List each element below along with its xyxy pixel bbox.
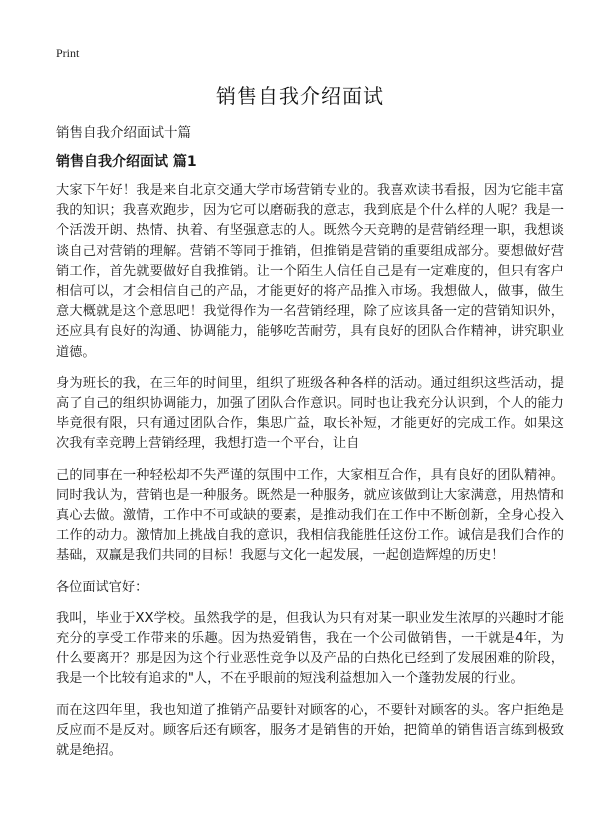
print-link[interactable]: Print	[56, 46, 80, 60]
paragraph-5: 我叫，毕业于XX学校。虽然我学的是，但我认为只有对某一职业发生浓厚的兴趣时才能充分的享受工作带来的乐趣。因为热爱销售，我在一个公司做销售，一干就是4年，为什么要离开？那是因为这个行业恶性竞争以及产品的白热化已经到了发展困难的阶段，我是一个比较有追求的"人，不在乎眼前的短浅利益想加入一个蓬勃发展的行业。	[56, 610, 564, 687]
paragraph-4: 各位面试官好：	[56, 579, 149, 595]
paragraph-1: 大家下午好！我是来自北京交通大学市场营销专业的。我喜欢读书看报，因为它能丰富我的知识；我喜欢跑步，因为它可以磨砺我的意志，我到底是个什么样的人呢？我是一个活泼开朗、热情、执着、有坚强意志的人。既然今天竞聘的是营销经理一职，我想谈谈自己对营销的理解。营销不等同于推销，但推销是营销的重要组成部分。要想做好营销工作，首先就要做好自我推销。让一个陌生人信任自己是有一定难度的，但只有客户相信可以，才会相信自己的产品，才能更好的将产品推入市场。我想做人，做事，做生意大概就是这个意思吧！我觉得作为一名营销经理，除了应该具备一定的营销知识外，还应具有良好的沟通、协调能力，能够吃苦耐劳，具有良好的团队合作精神，讲究职业道德。	[56, 183, 564, 360]
article-body	[56, 181, 564, 772]
section-heading: 销售自我介绍面试 篇1	[56, 154, 197, 170]
paragraph-3: 己的同事在一种轻松却不失严谨的氛围中工作，大家相互合作，具有良好的团队精神。同时我认为，营销也是一种服务。既然是一种服务，就应该做到让大家满意，用热情和真心去做。激情，工作中不可或缺的要素，是推动我们在工作中不断创新，全身心投入工作的动力。激情加上挑战自我的意识，我相信我能胜任这份工作。诚信是我们合作的基础，双赢是我们共同的目标！我愿与文化一起发展，一起创造辉煌的历史！	[56, 467, 564, 564]
paragraph-2: 身为班长的我，在三年的时间里，组织了班级各种各样的活动。通过组织这些活动，提高了自己的组织协调能力，加强了团队合作意识。同时也让我充分认识到，个人的能力毕竟很有限，只有通过团队合作，集思广益，取长补短，才能更好的完成工作。如果这次我有幸竞聘上营销经理，我想打造一个平台，让自	[56, 375, 564, 452]
paragraph-6: 而在这四年里，我也知道了推销产品要针对顾客的心，不要针对顾客的头。客户拒绝是反应而不是反对。顾客后还有顾客，服务才是销售的开始，把简单的销售语言练到极致就是绝招。	[56, 702, 564, 759]
page-title: 销售自我介绍面试	[216, 84, 384, 108]
document-subtitle: 销售自我介绍面试十篇	[56, 125, 191, 141]
